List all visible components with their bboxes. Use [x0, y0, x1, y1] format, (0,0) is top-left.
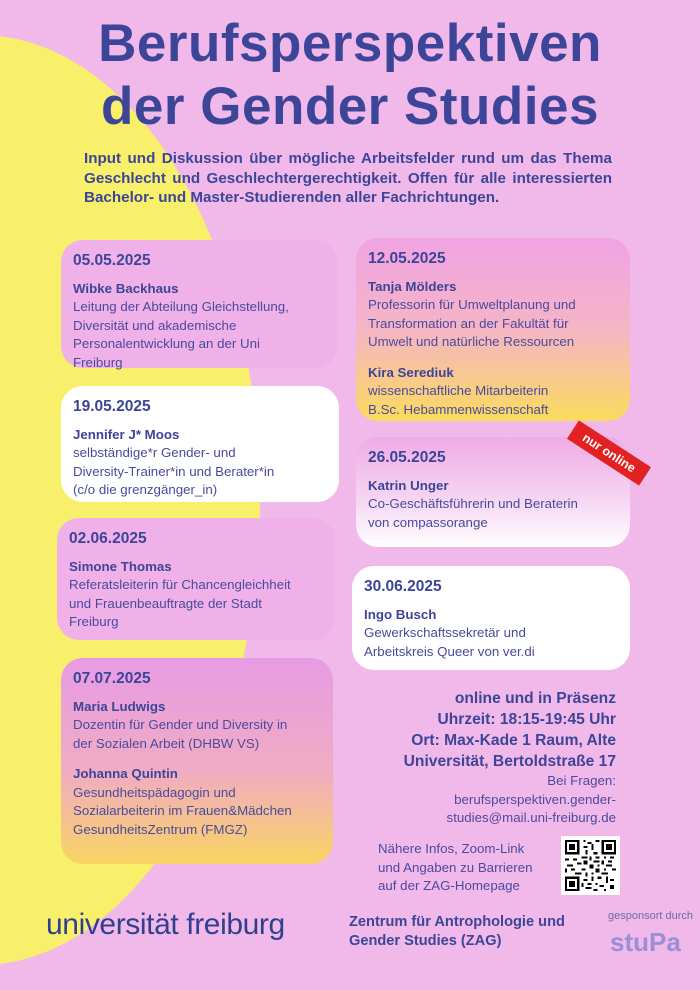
speaker-name: Katrin Unger — [368, 477, 449, 493]
speaker-name: Jennifer J* Moos — [73, 426, 180, 442]
event-time: Uhrzeit: 18:15-19:45 Uhr — [437, 711, 616, 728]
event-date: 30.06.2025 — [364, 578, 442, 595]
event-date: 26.05.2025 — [368, 449, 446, 466]
svg-text:stuPa: stuPa — [610, 927, 681, 957]
event-date: 02.06.2025 — [69, 530, 147, 547]
event-date: 12.05.2025 — [368, 250, 446, 267]
event-date: 19.05.2025 — [73, 398, 151, 415]
speaker-role: Referatsleiterin für Chancengleichheit und Frauenbeauftragte der Stadt Freiburg — [69, 577, 291, 629]
event-card-1905 — [61, 386, 339, 502]
speaker-name: Ingo Busch — [364, 606, 437, 622]
event-mode: online und in Präsenz — [454, 690, 616, 707]
speaker-name: Kira Serediuk — [368, 364, 454, 380]
intro-text: Input und Diskussion über mögliche Arbeitsfelder rund um das Thema Geschlecht und Geschlechtergerechtigkeit. Offen für alle interessierten Bachelor- und Master-Studierenden aller Fachrichtungen. — [84, 150, 612, 206]
speaker-role: Co-Geschäftsführerin und Beraterin von compassorange — [368, 496, 578, 530]
speaker-name: Johanna Quintin — [73, 766, 178, 781]
qr-code[interactable] — [561, 836, 620, 895]
zag-label: Zentrum für Antrophologie und Gender Studies (ZAG) — [349, 914, 565, 949]
stupa-logo — [608, 925, 688, 959]
speaker-role: Leitung der Abteilung Gleichstellung, Diversität und akademische Personalentwicklung an der Uni Freiburg — [73, 299, 289, 370]
speaker-role: selbständige*r Gender- und Diversity-Trainer*in und Berater*in (c/o die grenzgänger_in) — [73, 445, 275, 497]
sponsor-label: gesponsort durch — [608, 910, 693, 922]
contact-email[interactable]: berufsperspektiven.gender- — [454, 791, 616, 807]
online-only-badge: nur online — [567, 420, 651, 485]
speaker-name: Maria Ludwigs — [73, 698, 166, 714]
event-card-3006 — [352, 566, 630, 670]
event-card-0505 — [61, 240, 337, 368]
speaker-role: Professorin für Umweltplanung und Transformation an der Fakultät für Umwelt und natürliche Ressourcen — [368, 297, 576, 349]
speaker-role: Gewerkschaftssekretär und Arbeitskreis Queer von ver.di — [364, 625, 535, 659]
event-info — [330, 688, 616, 828]
event-location: Ort: Max-Kade 1 Raum, Alte Universität, Bertoldstraße 17 — [403, 732, 616, 770]
event-card-0707 — [61, 658, 333, 864]
university-logo: universität freiburg — [46, 908, 285, 941]
speaker-name: Simone Thomas — [69, 558, 172, 574]
speaker-role: Gesundheitspädagogin und Sozialarbeiterin im Frauen&Mädchen GesundheitsZentrum (FMGZ) — [73, 784, 292, 837]
speaker-role: wissenschaftliche Mitarbeiterin B.Sc. Hebammenwissenschaft — [368, 383, 549, 417]
speaker-name: Wibke Backhaus — [73, 280, 179, 296]
speaker-role: Dozentin für Gender und Diversity in der Sozialen Arbeit (DHBW VS) — [73, 717, 288, 751]
event-date: 07.07.2025 — [73, 670, 151, 687]
event-date: 05.05.2025 — [73, 252, 151, 269]
speaker-name: Tanja Mölders — [368, 278, 457, 294]
event-card-1205 — [356, 238, 630, 421]
contact-email[interactable]: studies@mail.uni-freiburg.de — [446, 810, 616, 825]
contact-info: Bei Fragen: berufsperspektiven.gender- studies@mail.uni-freiburg.de — [330, 772, 616, 828]
more-info-text: Nähere Infos, Zoom-Link und Angaben zu Barrieren auf der ZAG-Homepage — [378, 841, 533, 893]
event-card-0206 — [57, 518, 335, 640]
page-title: Berufsperspektiven der Gender Studies — [98, 14, 602, 136]
